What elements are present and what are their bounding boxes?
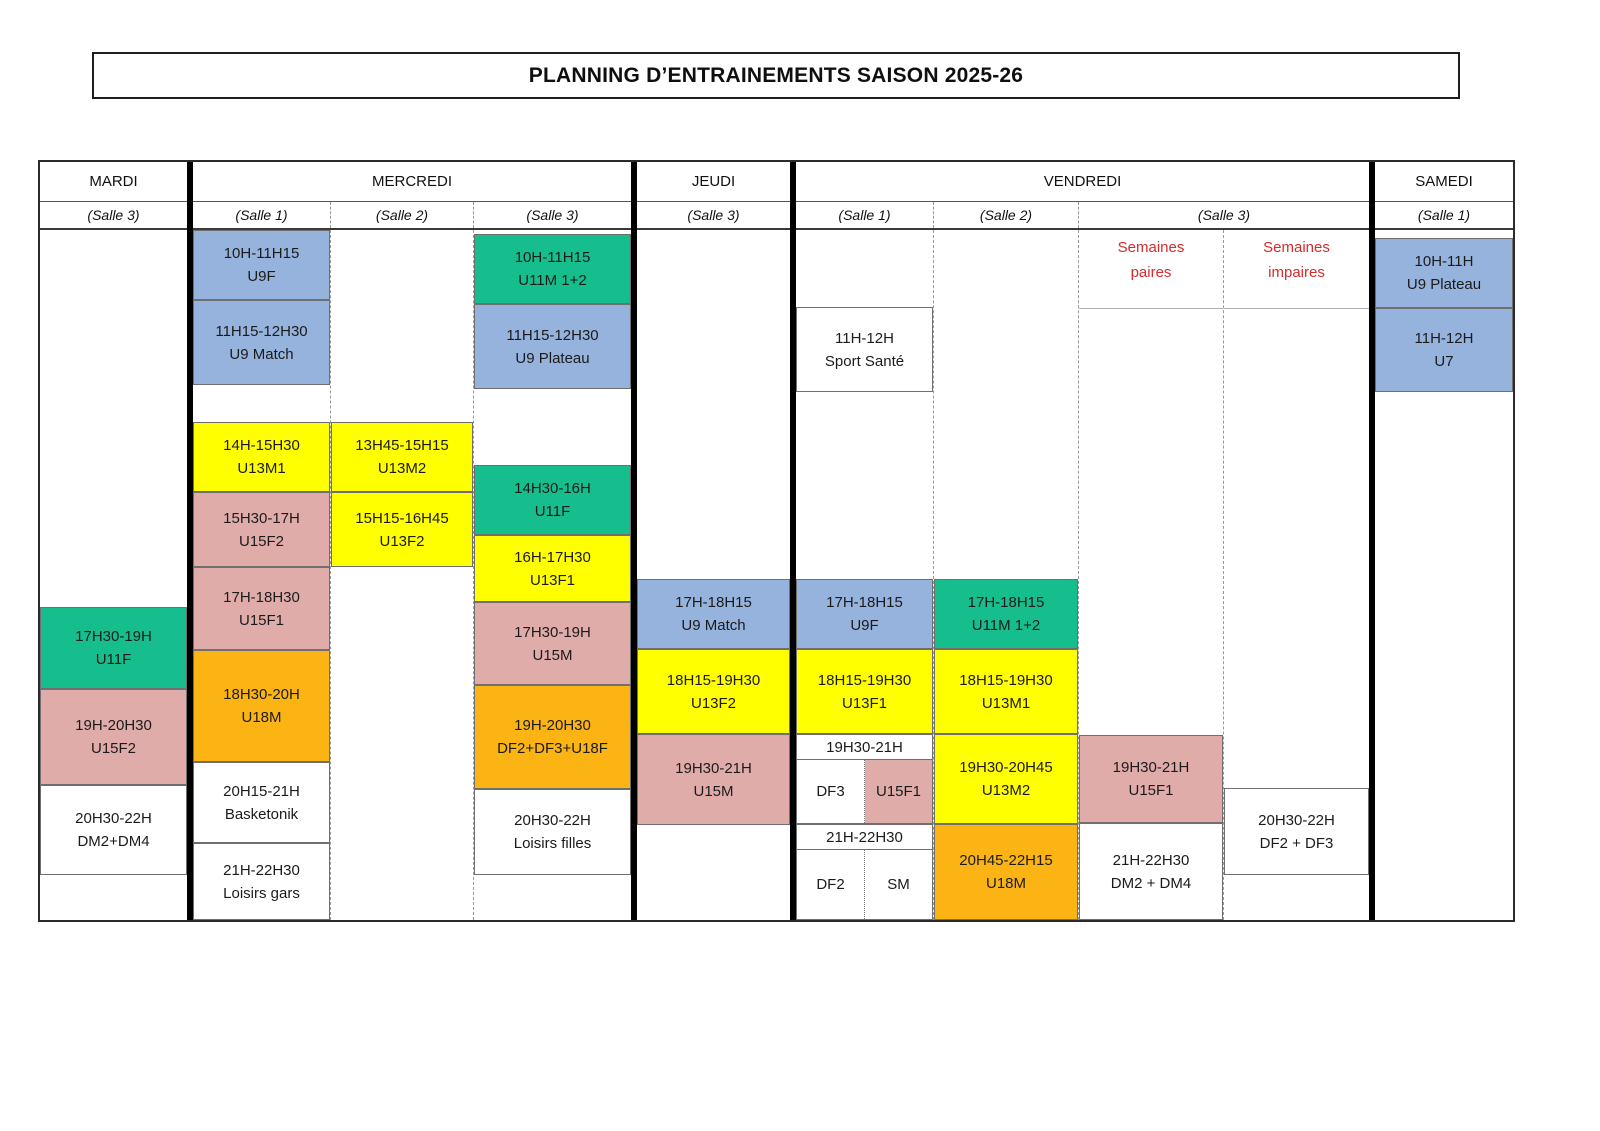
session-label: U13F2	[379, 532, 425, 550]
session-label: DF2+DF3+U18F	[497, 740, 608, 757]
salle-column	[796, 230, 934, 920]
session-block	[637, 734, 790, 825]
session-label: DF2	[797, 850, 865, 919]
session-time: 14H30-16H	[514, 480, 591, 497]
day-content	[40, 230, 187, 920]
session-label: U11M 1+2	[971, 617, 1041, 634]
session-time: 11H15-12H30	[506, 326, 599, 344]
session-label: U13F2	[690, 694, 737, 712]
session-label: U15F1	[865, 760, 932, 823]
session-time: 17H30-19H	[75, 628, 152, 645]
salle-header-row	[193, 202, 631, 230]
session-time: 17H-18H15	[826, 594, 903, 611]
session-block	[474, 535, 631, 602]
session-label: U15M	[532, 646, 573, 664]
day-column-mercredi	[187, 162, 631, 920]
salle-header: (Salle 2)	[934, 202, 1079, 228]
session-block	[193, 492, 330, 567]
week-subcolumn	[1224, 230, 1369, 920]
salle-column	[1079, 230, 1369, 920]
session-label: U9F	[247, 268, 276, 285]
salle-column	[331, 230, 474, 920]
session-label: U13F1	[529, 571, 576, 589]
session-time: 11H15-12H30	[215, 322, 308, 340]
session-time: 20H15-21H	[223, 782, 300, 800]
session-label: U15F2	[90, 740, 137, 757]
note-line: paires	[1130, 264, 1172, 281]
session-time: 21H-22H30	[1112, 851, 1190, 869]
gridline	[1079, 308, 1223, 309]
session-time: 15H15-16H45	[355, 509, 449, 527]
session-label: U9 Plateau	[1406, 276, 1482, 293]
salle-header: (Salle 1)	[1417, 207, 1471, 223]
session-label: U9 Match	[229, 345, 294, 363]
session-time: 10H-11H15	[223, 245, 300, 262]
session-block	[193, 230, 330, 300]
salle-header: (Salle 1)	[193, 202, 331, 228]
session-label: U15F1	[1128, 782, 1174, 799]
session-time: 15H30-17H	[223, 509, 300, 527]
session-block	[796, 307, 933, 392]
session-label: U18M	[985, 875, 1026, 892]
split-session-block	[796, 734, 933, 824]
session-time: 16H-17H30	[514, 548, 591, 566]
session-block	[1079, 735, 1223, 823]
session-time: 17H-18H15	[675, 594, 752, 611]
salle-column	[40, 230, 187, 920]
session-block	[40, 607, 187, 689]
day-column-mardi	[40, 162, 187, 920]
salle-header: (Salle 1)	[796, 202, 934, 228]
salle-header: (Salle 3)	[526, 207, 579, 223]
session-label: U15F1	[238, 611, 285, 629]
day-content	[1375, 230, 1513, 920]
session-label: U13F1	[841, 694, 888, 712]
page-title: PLANNING D’ENTRAINEMENTS SAISON 2025-26	[92, 52, 1460, 99]
session-label: U9 Plateau	[515, 349, 590, 367]
day-column-vendredi	[790, 162, 1369, 920]
week-subcolumn	[1079, 230, 1224, 920]
salle-header-row	[1375, 202, 1513, 230]
schedule-table	[38, 160, 1515, 922]
session-label: Loisirs gars	[223, 884, 300, 902]
session-label: U13M2	[377, 460, 427, 477]
session-time: 18H15-19H30	[817, 671, 912, 689]
session-time: 19H30-20H45	[959, 759, 1053, 776]
session-label: DF2 + DF3	[1259, 834, 1334, 852]
session-time: 19H30-21H	[1112, 759, 1190, 776]
note-line: Semaines	[1117, 239, 1185, 256]
day-content	[193, 230, 631, 920]
split-session-cells	[796, 760, 933, 824]
session-block	[934, 579, 1078, 649]
session-block	[796, 649, 933, 734]
session-time: 17H-18H15	[967, 594, 1045, 611]
session-label: SM	[865, 850, 932, 919]
salle-header: (Salle 3)	[87, 207, 140, 223]
salle-column	[637, 230, 790, 920]
session-time: 13H45-15H15	[355, 437, 449, 454]
session-label: U18M	[241, 709, 282, 726]
session-block	[193, 650, 330, 762]
session-label: Sport Santé	[824, 352, 905, 370]
salle-column	[1375, 230, 1513, 920]
session-block	[1079, 823, 1223, 920]
session-time: 20H30-22H	[514, 812, 591, 829]
salle-column	[934, 230, 1079, 920]
session-block	[474, 789, 631, 875]
session-block	[40, 689, 187, 785]
day-column-jeudi	[631, 162, 790, 920]
session-block	[934, 824, 1078, 920]
session-label: DM2+DM4	[77, 833, 150, 850]
session-label: U13M1	[981, 694, 1031, 712]
note-line: impaires	[1268, 264, 1325, 281]
day-header: VENDREDI	[796, 162, 1369, 202]
session-time: 19H-20H30	[75, 717, 152, 734]
session-label: DM2 + DM4	[1110, 874, 1192, 892]
session-block	[193, 762, 330, 843]
session-block	[474, 685, 631, 789]
session-block	[331, 422, 473, 492]
session-time: 14H-15H30	[223, 437, 300, 454]
session-label: U15M	[693, 782, 734, 800]
session-block	[934, 734, 1078, 824]
session-time: 17H-18H30	[223, 588, 300, 606]
note-line: Semaines	[1263, 239, 1330, 256]
session-time: 17H30-19H	[514, 623, 591, 641]
session-time: 20H45-22H15	[959, 852, 1053, 869]
session-block	[637, 649, 790, 734]
session-block	[474, 234, 631, 304]
session-time: 21H-22H30	[796, 824, 933, 850]
session-label: Loisirs filles	[513, 835, 592, 852]
session-label: Basketonik	[224, 805, 299, 823]
day-header: SAMEDI	[1375, 162, 1513, 202]
day-header: MERCREDI	[193, 162, 631, 202]
session-time: 19H30-21H	[796, 734, 933, 760]
session-time: 19H-20H30	[514, 717, 591, 734]
session-block	[637, 579, 790, 649]
session-block	[474, 465, 631, 535]
session-block	[40, 785, 187, 875]
day-header: JEUDI	[637, 162, 790, 202]
session-time: 11H-12H	[835, 329, 894, 347]
session-block	[1375, 308, 1513, 392]
session-block	[474, 602, 631, 685]
salle-column	[474, 230, 631, 920]
salle-header-row	[796, 202, 1369, 230]
session-block	[193, 567, 330, 650]
salle-header-row	[40, 202, 187, 230]
session-label: U13M2	[981, 782, 1031, 799]
session-time: 10H-11H	[1414, 253, 1474, 270]
salle-header: (Salle 2)	[331, 202, 474, 228]
split-session-block	[796, 824, 933, 920]
session-block	[934, 649, 1078, 734]
session-block	[796, 579, 933, 649]
session-label: U11F	[95, 651, 132, 668]
session-block	[474, 304, 631, 389]
week-parity-note	[1079, 235, 1223, 285]
session-block	[193, 300, 330, 385]
session-label: DF3	[797, 760, 865, 823]
session-time: 20H30-22H	[1258, 811, 1335, 829]
session-label: U11F	[534, 503, 571, 520]
session-time: 19H30-21H	[675, 759, 752, 777]
session-time: 18H15-19H30	[666, 671, 761, 689]
session-time: 21H-22H30	[223, 861, 300, 879]
day-content	[637, 230, 790, 920]
session-time: 10H-11H15	[514, 249, 591, 266]
salle-header-row	[637, 202, 790, 230]
session-block	[193, 422, 330, 492]
session-block	[1375, 238, 1513, 308]
session-block	[331, 492, 473, 567]
session-block	[1224, 788, 1369, 875]
day-header: MARDI	[40, 162, 187, 202]
week-parity-note	[1224, 235, 1369, 285]
salle-column	[193, 230, 331, 920]
session-time: 11H-12H	[1414, 330, 1474, 347]
session-label: U15F2	[238, 532, 285, 550]
gridline	[1224, 308, 1369, 309]
split-session-cells	[796, 850, 933, 920]
day-column-samedi	[1369, 162, 1513, 920]
session-label: U9F	[850, 617, 879, 634]
session-label: U7	[1434, 353, 1454, 370]
session-time: 18H30-20H	[223, 686, 300, 703]
session-label: U9 Match	[681, 617, 746, 634]
session-time: 20H30-22H	[75, 810, 152, 827]
salle-header: (Salle 3)	[1197, 207, 1251, 223]
session-label: U11M 1+2	[518, 272, 587, 289]
session-block	[193, 843, 330, 920]
day-content	[796, 230, 1369, 920]
session-label: U13M1	[237, 460, 286, 477]
salle-header: (Salle 3)	[687, 207, 740, 223]
session-time: 18H15-19H30	[959, 671, 1053, 689]
